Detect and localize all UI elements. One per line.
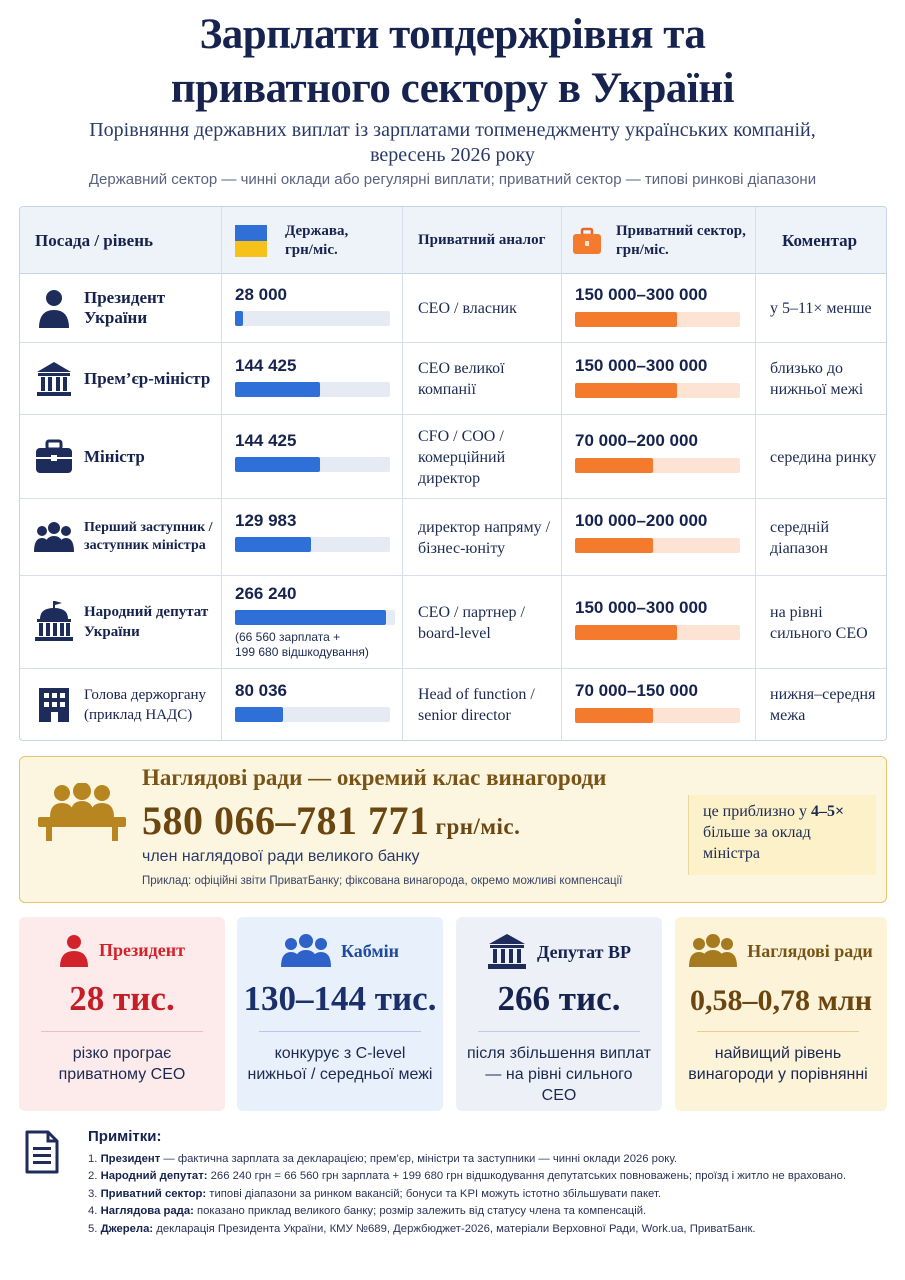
private-bar — [575, 312, 740, 327]
private-bar — [575, 625, 740, 640]
state-cell — [235, 431, 390, 472]
parliament-icon — [32, 601, 76, 643]
analog-cell: CEO / партнер / board-level — [418, 603, 525, 642]
note-text: 266 240 грн = 66 560 грн зарплата + 199 680 грн відшкодування депутатських повноважень; проїзд і житло не враховано. — [207, 1170, 847, 1183]
note-number: 3. — [88, 1187, 98, 1200]
card-description: конкурує з C-level нижньої / середньої межі — [247, 1045, 433, 1083]
analog-cell: CEO / власник — [418, 300, 517, 317]
private-bar — [575, 538, 740, 553]
row-position-label: Перший заступник / заступник міністра — [84, 520, 213, 553]
private-value: 70 000–200 000 — [575, 431, 698, 450]
card-divider — [478, 1031, 640, 1032]
table-row — [20, 343, 886, 415]
comment-text: середній діапазон — [770, 518, 829, 557]
group-icon — [689, 933, 737, 969]
board-side-pre: це приблизно у — [703, 803, 811, 820]
note-bold: Народний депутат: — [100, 1170, 208, 1183]
comment-cell — [770, 274, 882, 343]
document-icon — [24, 1130, 60, 1179]
private-cell — [575, 598, 740, 640]
table-row — [20, 669, 886, 740]
analog-cell: CFO / COO / комерційний директор — [418, 427, 506, 487]
comment-cell — [770, 669, 882, 740]
note-number: 1. — [88, 1153, 98, 1165]
col-analog: Приватний аналог — [418, 232, 546, 248]
comment-text: нижня–середня межа — [770, 685, 876, 724]
row-position — [32, 499, 222, 575]
state-value: 144 425 — [235, 356, 297, 375]
private-bar-fill — [575, 625, 677, 640]
comment-text: на рівні сильного CEO — [770, 603, 868, 642]
card-header — [19, 933, 225, 967]
page-subtitle — [20, 118, 885, 168]
office-building-icon — [32, 686, 76, 724]
note-item — [88, 1186, 898, 1203]
state-bar-fill — [235, 457, 320, 472]
comment-cell — [770, 499, 882, 576]
person-icon — [59, 933, 89, 967]
analog-cell: директор напряму / бізнес-юніту — [418, 518, 551, 557]
comment-cell — [770, 576, 882, 669]
analog-cell: Head of function / senior director — [418, 685, 535, 724]
card-title: Президент — [99, 939, 185, 960]
row-position-label: Президент України — [84, 288, 166, 327]
row-position-label: Народний депутат України — [84, 604, 209, 640]
row-position — [32, 669, 222, 740]
state-bar — [235, 382, 390, 397]
private-cell — [575, 285, 740, 327]
page-subnote: Державний сектор — чинні оклади або регулярні виплати; приватний сектор — типові ринкові діапазони — [88, 171, 817, 188]
table-row — [20, 499, 886, 576]
col-comment: Коментар — [782, 230, 858, 250]
comment-text: середина ринку — [770, 448, 877, 466]
briefcase-orange-icon — [572, 226, 602, 256]
notes-heading: Примітки: — [88, 1128, 162, 1145]
comment-cell — [770, 343, 882, 415]
table-row — [20, 415, 886, 499]
note-text: показано приклад великого банку; розмір залежить від статусу члена та компенсацій. — [193, 1205, 647, 1218]
private-value: 150 000–300 000 — [575, 285, 708, 304]
summary-card-president — [19, 917, 225, 1111]
col-position: Посада / рівень — [35, 230, 153, 250]
state-bar-fill — [235, 610, 386, 625]
state-bar-fill — [235, 707, 283, 722]
note-text: — фактична зарплата за декларацією; прем’єр, міністри та заступники — чинні оклади 2026 року. — [160, 1153, 677, 1165]
row-position-label: Міністр — [84, 446, 145, 466]
comparison-table — [19, 206, 887, 741]
parliament-icon — [487, 933, 527, 971]
note-bold: Приватний сектор: — [100, 1187, 207, 1200]
analog-cell: CEO великої компанії — [418, 360, 505, 398]
state-bar — [235, 610, 395, 625]
board-side-multiplier: 4–5× — [810, 803, 845, 820]
row-position-label: Голова держоргану (приклад НАДС) — [84, 686, 207, 723]
row-position-label: Прем’єр-міністр — [84, 368, 211, 388]
private-bar-fill — [575, 708, 653, 723]
person-icon — [32, 288, 76, 328]
row-position — [32, 576, 222, 668]
state-bar — [235, 537, 390, 552]
private-value: 70 000–150 000 — [575, 681, 698, 700]
state-bar — [235, 311, 390, 326]
note-number: 4. — [88, 1205, 98, 1218]
card-value: 0,58–0,78 млн — [689, 984, 873, 1017]
table-header — [20, 207, 886, 274]
card-title: Кабмін — [340, 940, 400, 961]
card-title: Наглядові ради — [747, 940, 873, 961]
title-line-1: Зарплати топдержрівня та — [199, 11, 706, 58]
card-title: Депутат ВР — [537, 941, 631, 962]
card-value: 28 тис. — [69, 979, 175, 1018]
row-position — [32, 415, 222, 498]
note-number: 5. — [88, 1222, 98, 1235]
note-item — [88, 1221, 898, 1238]
card-header — [237, 933, 443, 969]
private-bar-fill — [575, 538, 653, 553]
state-cell — [235, 681, 390, 722]
board-amount: 580 066–781 771 — [142, 798, 430, 843]
comment-text: у 5–11× менше — [770, 300, 872, 317]
state-note-line2: 199 680 відшкодування) — [235, 645, 369, 659]
note-bold: Джерела: — [100, 1222, 154, 1235]
subtitle-line-2: вересень 2026 року — [370, 144, 535, 166]
board-heading: Наглядові ради — окремий клас винагороди — [142, 765, 607, 790]
private-bar-fill — [575, 383, 677, 398]
government-building-icon — [32, 360, 76, 398]
title-line-2: приватного сектору в Україні — [170, 65, 735, 112]
note-bold: Президент — [100, 1153, 161, 1165]
col-state — [235, 207, 348, 274]
private-bar-fill — [575, 458, 653, 473]
state-bar-fill — [235, 537, 311, 552]
card-divider — [41, 1031, 203, 1032]
state-value: 266 240 — [235, 584, 297, 603]
state-value: 144 425 — [235, 431, 297, 450]
board-source: Приклад: офіційні звіти ПриватБанку; фіксована винагорода, окремо можливі компенсації — [142, 875, 623, 887]
row-position — [32, 343, 222, 414]
state-cell — [235, 511, 390, 552]
card-description: різко програє приватному CEO — [58, 1045, 186, 1083]
board-side-post: більше за оклад міністра — [703, 824, 811, 862]
note-item — [88, 1151, 898, 1168]
state-note-line1: (66 560 зарплата + — [235, 630, 341, 644]
private-bar-fill — [575, 312, 677, 327]
ukraine-flag-icon — [235, 225, 267, 257]
card-value: 130–144 тис. — [243, 979, 437, 1018]
board-meeting-icon — [36, 783, 128, 848]
private-value: 150 000–300 000 — [575, 356, 708, 375]
group-icon — [32, 520, 76, 554]
private-cell — [575, 511, 740, 553]
board-comparison — [688, 795, 876, 875]
card-description: найвищий рівень винагороди у порівнянні — [688, 1045, 868, 1083]
col-state-line2: грн/міс. — [285, 241, 338, 258]
state-value: 28 000 — [235, 285, 287, 304]
notes-list — [88, 1151, 898, 1238]
note-bold: Наглядова рада: — [100, 1205, 194, 1218]
state-bar — [235, 457, 390, 472]
state-bar-fill — [235, 311, 243, 326]
private-bar — [575, 458, 740, 473]
private-bar — [575, 708, 740, 723]
state-cell — [235, 285, 390, 326]
col-private-line2: грн/міс. — [616, 241, 669, 258]
state-value: 129 983 — [235, 511, 297, 530]
table-row — [20, 576, 886, 669]
comment-text: близько до нижньої межі — [770, 360, 864, 398]
page-title — [0, 8, 905, 116]
note-number: 2. — [88, 1170, 98, 1183]
subtitle-line-1: Порівняння державних виплат із зарплатами топменеджменту українських компаній, — [89, 119, 816, 141]
private-value: 150 000–300 000 — [575, 598, 708, 617]
note-item — [88, 1168, 898, 1185]
briefcase-icon — [32, 439, 76, 475]
state-value: 80 036 — [235, 681, 287, 700]
card-header — [456, 933, 662, 971]
card-description: після збільшення виплат — на рівні сильного CEO — [466, 1045, 652, 1104]
private-cell — [575, 681, 740, 723]
private-cell — [575, 356, 740, 398]
state-bar-fill — [235, 382, 320, 397]
state-cell — [235, 584, 395, 660]
state-bar — [235, 707, 390, 722]
col-private — [572, 207, 746, 274]
summary-card-boards — [675, 917, 887, 1111]
board-unit: грн/міс. — [435, 814, 521, 839]
note-item — [88, 1203, 898, 1220]
comment-cell — [770, 415, 882, 499]
board-description: член наглядової ради великого банку — [142, 848, 420, 865]
col-state-line1: Держава, — [285, 222, 349, 239]
board-amount-line — [142, 797, 520, 844]
group-icon — [281, 933, 331, 969]
row-position — [32, 274, 222, 342]
summary-card-cabinet — [237, 917, 443, 1111]
summary-card-deputy — [456, 917, 662, 1111]
note-text: декларація Президента України, КМУ №689, Держбюджет-2026, матеріали Верховної Ради, Work.ua, ПриватБанк. — [153, 1222, 756, 1235]
state-cell — [235, 356, 390, 397]
supervisory-board-panel — [19, 756, 887, 903]
card-divider — [259, 1031, 421, 1032]
note-text: типові діапазони за ринком вакансій; бонуси та KPI можуть істотно збільшувати пакет. — [206, 1187, 661, 1200]
card-header — [675, 933, 887, 969]
col-private-line1: Приватний сектор, — [616, 222, 746, 239]
private-cell — [575, 431, 740, 473]
table-row — [20, 274, 886, 343]
private-value: 100 000–200 000 — [575, 511, 708, 530]
card-divider — [697, 1031, 859, 1032]
private-bar — [575, 383, 740, 398]
card-value: 266 тис. — [497, 979, 621, 1018]
